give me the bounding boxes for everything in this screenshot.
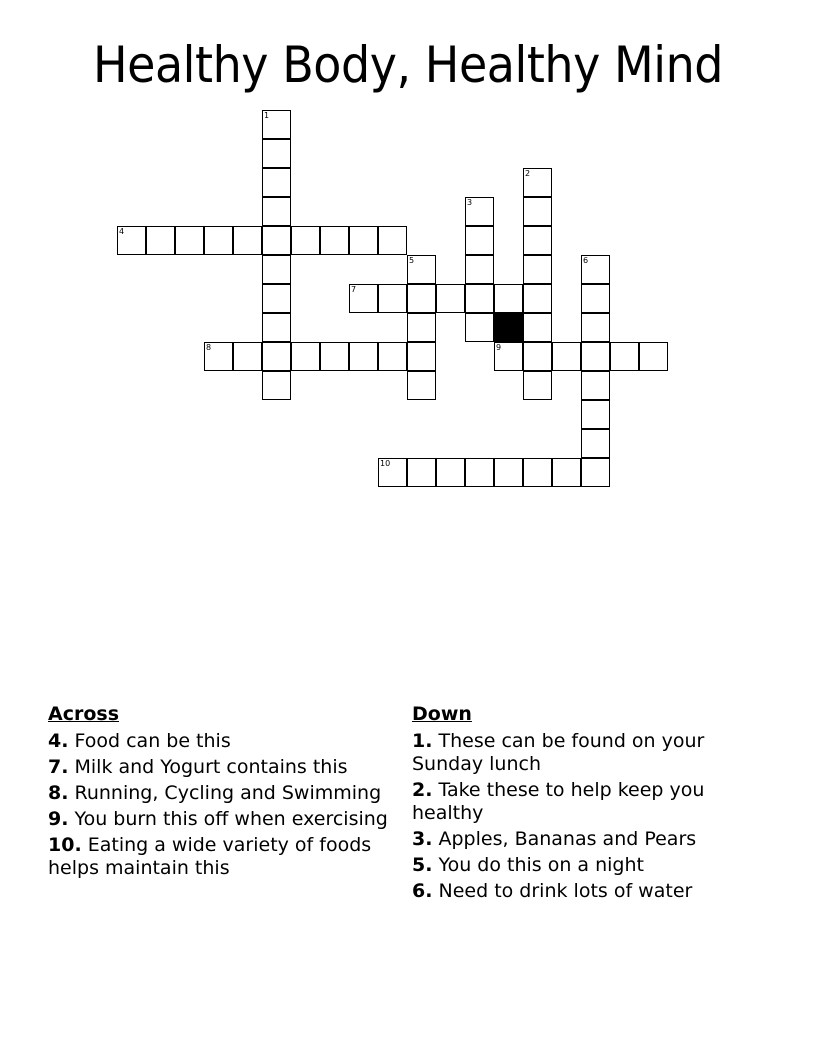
cell-number: 7 <box>351 285 357 294</box>
grid-cell[interactable] <box>117 226 146 255</box>
grid-cell[interactable] <box>581 458 610 487</box>
clue-number: 1. <box>412 730 433 752</box>
grid-cell[interactable] <box>378 342 407 371</box>
grid-cell[interactable] <box>436 458 465 487</box>
grid-cell[interactable] <box>204 226 233 255</box>
grid-cell[interactable] <box>465 284 494 313</box>
across-heading: Across <box>48 703 120 725</box>
down-clues <box>412 702 757 906</box>
clue-text: Milk and Yogurt contains this <box>74 756 348 778</box>
grid-cell[interactable] <box>407 255 436 284</box>
clue-number: 8. <box>48 782 69 804</box>
cell-number: 9 <box>496 343 502 352</box>
grid-cell[interactable] <box>349 226 378 255</box>
cell-number: 1 <box>264 111 270 120</box>
clue-across-4 <box>48 730 393 753</box>
grid-cell[interactable] <box>552 342 581 371</box>
cell-number: 2 <box>525 169 531 178</box>
black-cell <box>494 313 523 342</box>
grid-cell[interactable] <box>262 226 291 255</box>
clue-number: 5. <box>412 854 433 876</box>
cell-number: 3 <box>467 198 473 207</box>
grid-cell[interactable] <box>465 226 494 255</box>
clue-down-6 <box>412 880 757 903</box>
grid-cell[interactable] <box>407 458 436 487</box>
grid-cell[interactable] <box>581 313 610 342</box>
down-heading: Down <box>412 703 472 725</box>
grid-cell[interactable] <box>349 342 378 371</box>
clue-down-3 <box>412 828 757 851</box>
grid-cell[interactable] <box>523 284 552 313</box>
grid-cell[interactable] <box>581 400 610 429</box>
grid-cell[interactable] <box>465 313 494 342</box>
grid-cell[interactable] <box>523 168 552 197</box>
cell-number: 5 <box>409 256 415 265</box>
grid-cell[interactable] <box>378 458 407 487</box>
grid-cell[interactable] <box>291 226 320 255</box>
grid-cell[interactable] <box>262 284 291 313</box>
clue-across-9 <box>48 808 393 831</box>
grid-cell[interactable] <box>407 284 436 313</box>
grid-cell[interactable] <box>523 458 552 487</box>
clue-down-5 <box>412 854 757 877</box>
grid-cell[interactable] <box>523 255 552 284</box>
grid-cell[interactable] <box>262 255 291 284</box>
clue-number: 4. <box>48 730 69 752</box>
clue-text: You do this on a night <box>438 854 644 876</box>
grid-cell[interactable] <box>523 313 552 342</box>
clue-number: 2. <box>412 779 433 801</box>
clue-across-10 <box>48 834 393 880</box>
grid-cell[interactable] <box>378 226 407 255</box>
clue-text: Take these to help keep you healthy <box>412 779 705 824</box>
grid-cell[interactable] <box>378 284 407 313</box>
grid-cell[interactable] <box>523 226 552 255</box>
clue-number: 9. <box>48 808 69 830</box>
grid-cell[interactable] <box>581 342 610 371</box>
grid-cell[interactable] <box>204 342 233 371</box>
grid-cell[interactable] <box>262 110 291 139</box>
cell-number: 8 <box>206 343 212 352</box>
grid-cell[interactable] <box>262 371 291 400</box>
grid-cell[interactable] <box>407 371 436 400</box>
grid-cell[interactable] <box>262 168 291 197</box>
clue-number: 6. <box>412 880 433 902</box>
grid-cell[interactable] <box>320 342 349 371</box>
grid-cell[interactable] <box>581 371 610 400</box>
cell-number: 10 <box>380 459 391 468</box>
grid-cell[interactable] <box>639 342 668 371</box>
across-clues <box>48 702 393 883</box>
grid-cell[interactable] <box>233 342 262 371</box>
cell-number: 4 <box>119 227 125 236</box>
clue-text: These can be found on your Sunday lunch <box>412 730 705 775</box>
grid-cell[interactable] <box>291 342 320 371</box>
grid-cell[interactable] <box>581 255 610 284</box>
grid-cell[interactable] <box>523 197 552 226</box>
grid-cell[interactable] <box>233 226 262 255</box>
grid-cell[interactable] <box>465 197 494 226</box>
cell-number: 6 <box>583 256 589 265</box>
clue-text: Apples, Bananas and Pears <box>438 828 697 850</box>
grid-cell[interactable] <box>262 313 291 342</box>
clue-text: You burn this off when exercising <box>74 808 388 830</box>
grid-cell[interactable] <box>610 342 639 371</box>
grid-cell[interactable] <box>262 342 291 371</box>
grid-cell[interactable] <box>494 284 523 313</box>
grid-cell[interactable] <box>349 284 378 313</box>
grid-cell[interactable] <box>407 342 436 371</box>
clue-down-2 <box>412 779 757 825</box>
grid-cell[interactable] <box>465 255 494 284</box>
clue-down-1 <box>412 730 757 776</box>
grid-cell[interactable] <box>581 429 610 458</box>
grid-cell[interactable] <box>146 226 175 255</box>
clue-number: 7. <box>48 756 69 778</box>
grid-cell[interactable] <box>262 197 291 226</box>
grid-cell[interactable] <box>436 284 465 313</box>
grid-cell[interactable] <box>552 458 581 487</box>
grid-cell[interactable] <box>407 313 436 342</box>
grid-cell[interactable] <box>320 226 349 255</box>
grid-cell[interactable] <box>523 342 552 371</box>
clue-across-7 <box>48 756 393 779</box>
clue-text: Running, Cycling and Swimming <box>74 782 382 804</box>
grid-cell[interactable] <box>262 139 291 168</box>
clue-text: Need to drink lots of water <box>438 880 693 902</box>
clue-across-8 <box>48 782 393 805</box>
grid-cell[interactable] <box>581 284 610 313</box>
page-title: Healthy Body, Healthy Mind <box>92 36 724 94</box>
grid-cell[interactable] <box>465 458 494 487</box>
clue-number: 3. <box>412 828 433 850</box>
clue-number: 10. <box>48 834 82 856</box>
grid-cell[interactable] <box>523 371 552 400</box>
grid-cell[interactable] <box>494 458 523 487</box>
grid-cell[interactable] <box>175 226 204 255</box>
grid-cell[interactable] <box>494 342 523 371</box>
clue-text: Eating a wide variety of foods helps maintain this <box>48 834 372 879</box>
clue-text: Food can be this <box>74 730 231 752</box>
